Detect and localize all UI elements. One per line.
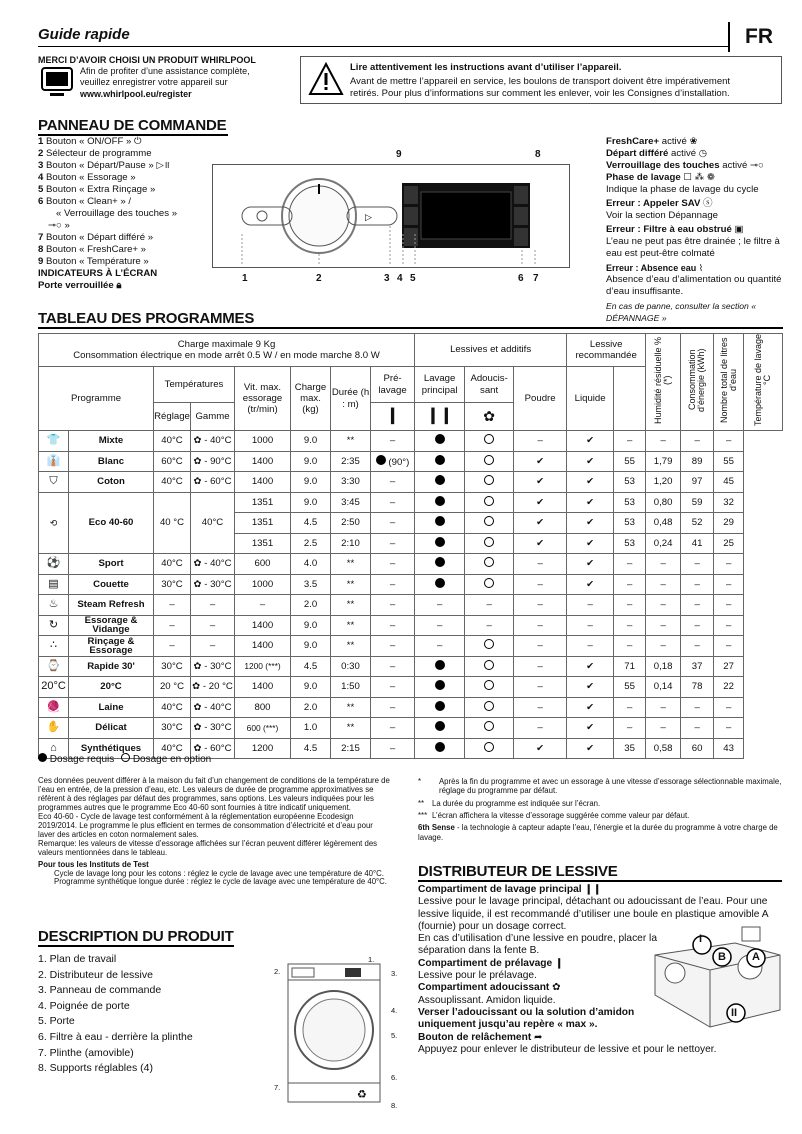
fan-icon: ✿ xyxy=(193,435,205,447)
mainwash-icon: ❙❙ xyxy=(415,403,465,431)
clock-icon: ◷ xyxy=(698,148,708,159)
table-row: ✋ Délicat 30°C ✿ - 30°C 600 (***) 1.0 ** – – ✔ – – – – xyxy=(39,718,783,739)
callout-6: 6 xyxy=(518,273,524,284)
table-row: 🧶 Laine 40°C ✿ - 40°C 800 2.0 ** – – ✔ – – – – xyxy=(39,697,783,718)
program-icon: 20°C xyxy=(39,677,69,698)
table-row: ⌂ Synthétiques 40°C ✿ - 60°C 1200 4.5 2:15 – ✔ ✔ 35 0,58 60 43 xyxy=(39,738,783,759)
program-name: Essorage & Vidange xyxy=(69,615,154,636)
register-title: MERCI D’AVOIR CHOISI UN PRODUIT WHIRLPOOL xyxy=(38,55,256,65)
table-row: ↻ Essorage & Vidange – – 1400 9.0 ** – – – – – – – – – xyxy=(39,615,783,636)
machine-callout-5: 5. xyxy=(391,1031,398,1040)
program-icon: ↻ xyxy=(39,615,69,636)
table-row: 1351 2.5 2:10 – ✔ ✔ 53 0,24 41 25 xyxy=(39,533,783,554)
key-icon: ⊸○ xyxy=(48,220,62,231)
program-name: Délicat xyxy=(69,718,154,739)
callout-9: 9 xyxy=(396,149,402,160)
machine-callout-7: 7. xyxy=(274,1083,281,1092)
indicators-title: INDICATEURS À L’ÉCRAN xyxy=(38,268,158,279)
program-icon: ∴ xyxy=(39,636,69,657)
program-icon: ⛉ xyxy=(39,472,69,493)
fan-icon: ✿ xyxy=(193,578,205,590)
fan-icon: ✿ xyxy=(192,681,203,693)
program-name: Couette xyxy=(69,574,154,595)
program-icon: 👔 xyxy=(39,451,69,472)
table-heading: TABLEAU DES PROGRAMMES xyxy=(38,310,255,327)
program-name: Rinçage & Essorage xyxy=(69,636,154,657)
machine-callout-4: 4. xyxy=(391,1006,398,1015)
control-list: 1 Bouton « ON/OFF » ⏻ 2 Sélecteur de programme 3 Bouton « Départ/Pause » ▷॥ 4 Bouton « Essorage » 5 Bouton « Extra Rinçage » 6 Bouton « Clean+ » / « Verrouillage des touches » ⊸○ » 7 Bouton « Départ différé » 8 Bouton « FreshCare+ » 9 Bouton « Température » INDICATEURS À L’ÉCRAN Porte verrouillée 🔒︎ xyxy=(38,136,233,292)
description-heading: DESCRIPTION DU PRODUIT xyxy=(38,928,234,945)
program-icon: ⌂ xyxy=(39,738,69,759)
table-row: ⚽ Sport 40°C ✿ - 40°C 600 4.0 ** – – ✔ – – – – xyxy=(39,554,783,575)
control-item-9: 9 Bouton « Température » xyxy=(38,256,149,267)
power-icon: ⏻ xyxy=(134,136,142,147)
callout-1: 1 xyxy=(242,273,248,284)
callout-2: 2 xyxy=(316,273,322,284)
control-item-6: 6 Bouton « Clean+ » / xyxy=(38,196,132,207)
phase-icons: ☐ ⁂ ❁ xyxy=(683,172,715,183)
fan-icon: ✿ xyxy=(193,558,205,570)
callout-3: 3 xyxy=(384,273,390,284)
play-pause-icon: ▷॥ xyxy=(156,160,170,171)
softener-icon: ✿ xyxy=(465,403,514,431)
fan-icon: ✿ xyxy=(193,660,205,672)
key-lock-icon: ⊸○ xyxy=(749,160,764,171)
svg-text:♻: ♻ xyxy=(357,1088,367,1101)
program-name: Mixte xyxy=(69,431,154,452)
table-row: ⌚ Rapide 30' 30°C ✿ - 30°C 1200 (***) 4.5 0:30 – – ✔ 71 0,18 37 27 xyxy=(39,656,783,677)
control-item-7: 7 Bouton « Départ différé » xyxy=(38,232,154,243)
table-row: 20°C 20°C 20 °C ✿ - 20 °C 1400 9.0 1:50 – – ✔ 55 0,14 78 22 xyxy=(39,677,783,698)
fan-icon: ✿ xyxy=(193,701,205,713)
table-row: ⛉ Coton 40°C ✿ - 60°C 1400 9.0 3:30 – ✔ ✔ 53 1,20 97 45 xyxy=(39,472,783,493)
header-divider xyxy=(728,22,730,52)
door-locked: Porte verrouillée 🔒︎ xyxy=(38,280,122,291)
control-item-5: 5 Bouton « Extra Rinçage » xyxy=(38,184,156,195)
register-text: Afin de profiter d’une assistance complète, veuillez enregistrer votre appareil sur www.whirlpool.eu/register xyxy=(80,66,280,100)
control-item-6-key: ⊸○ » xyxy=(48,220,70,231)
callout-8: 8 xyxy=(535,149,541,160)
table-row: 1351 4.5 2:50 – ✔ ✔ 53 0,48 52 29 xyxy=(39,513,783,534)
service-icon: ⓢ xyxy=(703,198,713,209)
table-legend: Dosage requis Dosage en option xyxy=(38,753,211,766)
language-code: FR xyxy=(745,25,773,48)
machine-callout-8: 8. xyxy=(391,1101,398,1110)
svg-text:▷: ▷ xyxy=(365,212,372,222)
fan-icon: ✿ xyxy=(193,722,205,734)
header-rule xyxy=(38,46,728,47)
program-name: Synthétiques xyxy=(69,738,154,759)
table-row: ▤ Couette 30°C ✿ - 30°C 1000 3.5 ** – – ✔ – – – – xyxy=(39,574,783,595)
callout-5: 5 xyxy=(410,273,416,284)
guide-title: Guide rapide xyxy=(38,26,130,43)
table-row: ∴ Rinçage & Essorage – – 1400 9.0 ** – – – – – – – – xyxy=(39,636,783,657)
freshcare-icon: ❀ xyxy=(689,136,698,147)
table-row: ⟲ Eco 40-60 40 °C 40°C 1351 9.0 3:45 – ✔ ✔ 53 0,80 59 32 xyxy=(39,492,783,513)
tap-icon: ⌇ xyxy=(698,263,704,273)
description-heading-rule xyxy=(38,945,234,947)
machine-callout-3: 3. xyxy=(391,969,398,978)
notes-right: * Après la fin du programme et avec un essorage à une vitesse d’essorage sélectionnable maximale, réglage du programme par défaut. ** La durée du programme est indiquée sur l’écran. *** L’écran affichera la vitesse d’essorage suggérée comme valeur par défaut. 6th Sense - la technologie à capteur adapte l’eau, l’énergie et la durée du programme à votre charge de lavage. xyxy=(418,777,782,842)
label-II: II xyxy=(731,1007,738,1019)
program-name: Eco 40-60 xyxy=(69,492,154,554)
table-row: 👕 Mixte 40°C ✿ - 40°C 1000 9.0 ** – – ✔ – – – – xyxy=(39,431,783,452)
filter-icon: ▣ xyxy=(734,224,744,235)
description-list: 1. Plan de travail 2. Distributeur de lessive 3. Panneau de commande 4. Poignée de porte 5. Porte 6. Filtre à eau - derrière la plinthe 7. Plinthe (amovible) 8. Supports réglables (4) xyxy=(38,953,193,1075)
control-item-2: 2 Sélecteur de programme xyxy=(38,148,152,159)
control-heading: PANNEAU DE COMMANDE xyxy=(38,117,227,134)
program-name: Steam Refresh xyxy=(69,595,154,616)
program-icon: 👕 xyxy=(39,431,69,452)
distributor-text: Compartiment de lavage principal ❙❙ Lessive pour le lavage principal, détachant ou adoucissant de l’eau. Pour une lessive liquide, il est recommandé d’utiliser une boule en plastique amovible A (fournie) pour un dosage correct. En cas d’utilisation d’une lessive en poudre, placer la séparation dans la fente B. Compartiment de prélavage ❙ Lessive pour le prélavage. Compartiment adoucissant ✿ Assouplissant. Amidon liquide. Verser l’adoucissant ou la solution d’amidon uniquement jusqu’au repère « max ». Bouton de relâchement ➦ Appuyez pour enlever le distributeur de lessive et pour le nettoyer. xyxy=(418,884,768,1055)
program-icon: ♨ xyxy=(39,595,69,616)
program-icon: ⚽ xyxy=(39,554,69,575)
table-row: ♨ Steam Refresh – – – 2.0 ** – – – – – – – – – xyxy=(39,595,783,616)
detergent-drawer-drawing xyxy=(650,925,785,1030)
control-panel-svg xyxy=(212,164,570,268)
program-name: Laine xyxy=(69,697,154,718)
machine-callout-6: 6. xyxy=(391,1073,398,1082)
program-name: Sport xyxy=(69,554,154,575)
control-item-8: 8 Bouton « FreshCare+ » xyxy=(38,244,147,255)
table-heading-rule xyxy=(38,327,783,329)
program-table: Charge maximale 9 Kg Consommation électrique en mode arrêt 0.5 W / en mode marche 8.0 W Lessives et additifs Lessive recommandée Humidité résiduelle % (*) Consommation d’énergie (kWh) Nombre total de litres d’eau Température de lavage °C Programme Températures Vit. max. essorage (tr/min) Charge max. (kg) Durée (h : m) Pré-lavage Lavage principal Adoucis-sant Poudre Liquide Réglage Gamme ❙ ❙❙ ✿ 👕 Mixte 40°C ✿ - 40°C 1000 9.0 ** – – ✔ – – – – 👔 Blanc 60°C ✿ - 90°C 1400 9.0 2:35 (90°) ✔ ✔ 55 1,79 89 55 ⛉ Coton 40°C ✿ - 60°C 1400 9.0 3:30 – ✔ ✔ 53 1,20 97 45 ⟲ Eco 40-60 40 °C 40°C 1351 9.0 3:45 – ✔ ✔ 53 0,80 59 32 1351 4.5 2:50 – ✔ ✔ 53 0,48 52 29 1351 2.5 2:10 – ✔ ✔ 53 0,24 41 25 ⚽ Sport 40°C ✿ - 40°C 600 4.0 ** – – ✔ – – – – ▤ Couette 30°C ✿ - 30°C 1000 3.5 ** – – ✔ – – – – ♨ Steam Refresh – – – 2.0 ** – – – – – – – – – ↻ Essorage & Vidange – – 1400 9.0 ** – – – – – – – – – ∴ Rinçage & Essorage – – 1400 9.0 ** – – – – – – – – ⌚ Rapide 30' 30°C ✿ - 30°C 1200 (***) 4.5 0:30 – – ✔ 71 0,18 37 27 20°C 20°C 20 °C ✿ - 20 °C 1400 9.0 1:50 – – ✔ 55 0,14 78 22 🧶 Laine 40°C ✿ - 40°C 800 2.0 ** – – ✔ – – – – ✋ Délicat 30°C ✿ - 30°C 600 (***) 1.0 ** – – ✔ – – – – ⌂ Synthétiques 40°C ✿ - 60°C 1200 4.5 2:15 – ✔ ✔ 35 0,58 60 43 xyxy=(38,333,783,759)
distributor-heading: DISTRIBUTEUR DE LESSIVE xyxy=(418,863,618,880)
program-icon: ▤ xyxy=(39,574,69,595)
callout-7: 7 xyxy=(533,273,539,284)
callout-4: 4 xyxy=(397,273,403,284)
machine-callout-2: 2. xyxy=(274,967,281,976)
register-link[interactable]: www.whirlpool.eu/register xyxy=(80,88,192,99)
table-row: 👔 Blanc 60°C ✿ - 90°C 1400 9.0 2:35 (90°) ✔ ✔ 55 1,79 89 55 xyxy=(39,451,783,472)
washing-machine-drawing xyxy=(285,955,385,1108)
computer-icon xyxy=(40,66,74,100)
prewash-icon: ❙ xyxy=(371,403,415,431)
program-name: Blanc xyxy=(69,451,154,472)
lock-icon: 🔒︎ xyxy=(116,280,122,291)
warning-text: Lire attentivement les instructions avant d’utiliser l’appareil. Avant de mettre l’appareil en service, les boulons de transport doivent être impérativement retirés. Pour plus d’informations sur comment les enlever, voir les Consignes d’installation. xyxy=(350,62,731,99)
warning-icon xyxy=(308,62,344,98)
control-item-3: 3 Bouton « Départ/Pause » ▷॥ xyxy=(38,160,170,171)
program-name: Coton xyxy=(69,472,154,493)
control-item-4: 4 Bouton « Essorage » xyxy=(38,172,136,183)
program-icon: ✋ xyxy=(39,718,69,739)
program-icon: 🧶 xyxy=(39,697,69,718)
label-A: A xyxy=(752,951,760,963)
label-I: I xyxy=(699,933,703,945)
label-B: B xyxy=(718,951,726,963)
fan-icon: ✿ xyxy=(193,476,205,488)
fan-icon: ✿ xyxy=(193,455,205,467)
program-name: Rapide 30' xyxy=(69,656,154,677)
control-item-1: 1 Bouton « ON/OFF » ⏻ xyxy=(38,136,142,147)
machine-callout-1: 1. xyxy=(368,955,375,964)
notes-left: Ces données peuvent différer à la maison du fait d’un changement de conditions de la température de l’eau en entrée, de la pression d’eau, etc. Les valeurs de durée de programme approximatives se réfèrent à des réglages par défaut des programmes, sans options. Les valeurs indiquées pour les programmes autres que le programme Eco 40-60 sont fournies à titre indicatif uniquement. Eco 40-60 - Cycle de lavage test conformément à la réglementation européenne Ecodesign 2019/2014. Le programme le plus efficient en termes de consommation d’électricité et d’eau pour laver des articles en coton normalement sales. Remarque: les valeurs de vitesse d’essorage affichées sur l’écran peuvent différer légèrement des valeurs mentionnées dans le tableau. Pour tous les Instituts de Test Cycle de lavage long pour les cotons : réglez le cycle de lavage avec une température de 40°C. Programme synthétique longue durée : réglez le cycle de lavage avec une température de 40°C. xyxy=(38,776,390,887)
eco-icon: ⟲ xyxy=(39,492,69,554)
program-name: 20°C xyxy=(69,677,154,698)
indicators-list: FreshCare+ activé ❀ Départ différé activé ◷ Verrouillage des touches activé ⊸○ Phase de lavage ☐ ⁂ ❁ Indique la phase de lavage du cycle Erreur : Appeler SAV ⓢ Voir la section Dépannage Erreur : Filtre à eau obstrué ▣ L’eau ne peut pas être drainée ; le filtre à eau est peut-être colmaté Erreur : Absence eau ⌇ Absence d’eau d’alimentation ou quantité d’eau insuffisante. En cas de panne, consulter la section « DÉPANNAGE » xyxy=(606,136,782,323)
distributor-heading-rule xyxy=(418,880,782,882)
fan-icon: ✿ xyxy=(193,742,205,754)
program-icon: ⌚ xyxy=(39,656,69,677)
